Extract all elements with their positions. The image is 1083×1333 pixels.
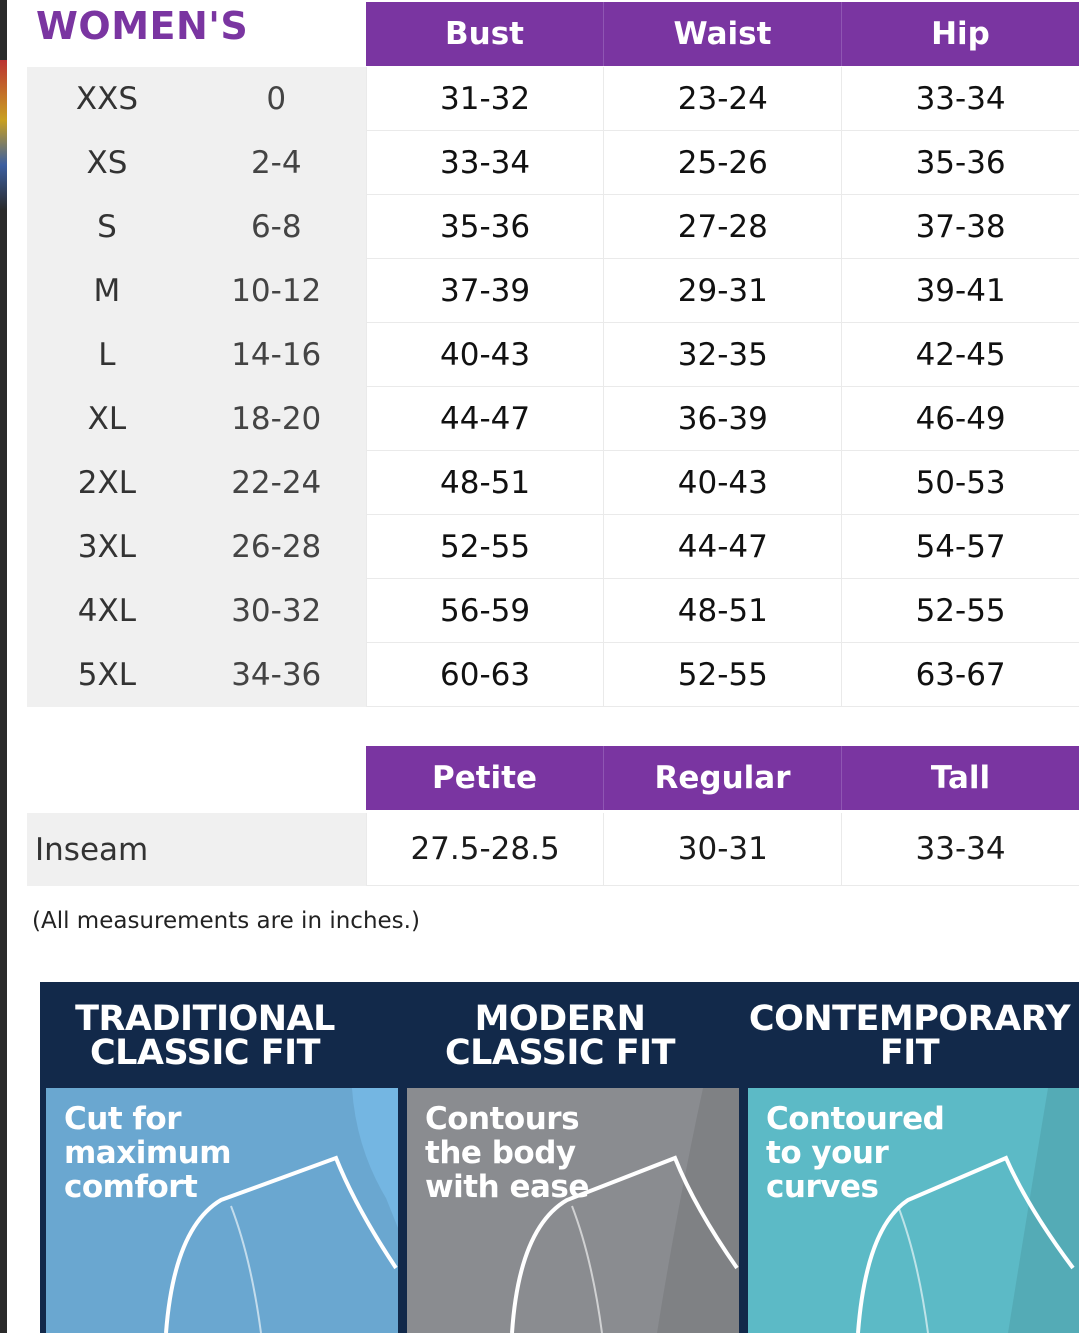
waist-value: 23-24: [603, 67, 841, 131]
hip-value: 35-36: [841, 131, 1079, 195]
numeric-size: 2-4: [187, 131, 366, 195]
hip-value: 37-38: [841, 195, 1079, 259]
fit-card-traditional: [46, 1088, 398, 1333]
waist-value: 29-31: [603, 259, 841, 323]
bust-value: 44-47: [366, 387, 604, 451]
numeric-size: 6-8: [187, 195, 366, 259]
size-label: 3XL: [27, 515, 187, 579]
fit-description: [64, 1102, 231, 1204]
bust-value: 37-39: [366, 259, 604, 323]
size-label: 2XL: [27, 451, 187, 515]
table-row: [27, 579, 1079, 643]
bust-value: 33-34: [366, 131, 604, 195]
numeric-size: 10-12: [187, 259, 366, 323]
fit-text-line: comfort: [64, 1169, 198, 1205]
bust-value: 60-63: [366, 643, 604, 707]
inseam-label: Inseam: [27, 813, 366, 886]
header-waist: Waist: [603, 2, 841, 66]
inseam-row: [27, 813, 1079, 886]
inseam-table-header: [366, 746, 1079, 810]
table-row: [27, 259, 1079, 323]
table-row: [27, 67, 1079, 131]
fit-title-line: CONTEMPORARY: [748, 999, 1071, 1039]
numeric-size: 34-36: [187, 643, 366, 707]
bust-value: 31-32: [366, 67, 604, 131]
hip-value: 50-53: [841, 451, 1079, 515]
bust-value: 56-59: [366, 579, 604, 643]
fit-title-line: CLASSIC FIT: [444, 1033, 676, 1073]
bust-value: 35-36: [366, 195, 604, 259]
hip-value: 52-55: [841, 579, 1079, 643]
fit-title-traditional: [40, 999, 370, 1073]
fit-text-line: to your: [766, 1135, 889, 1171]
table-row: [27, 451, 1079, 515]
waist-value: 36-39: [603, 387, 841, 451]
size-label: M: [27, 259, 187, 323]
hip-value: 63-67: [841, 643, 1079, 707]
fit-text-line: maximum: [64, 1135, 232, 1171]
waist-value: 48-51: [603, 579, 841, 643]
fit-title-modern: [390, 999, 730, 1073]
size-label: XXS: [27, 67, 187, 131]
size-label: 5XL: [27, 643, 187, 707]
numeric-size: 0: [187, 67, 366, 131]
header-hip: Hip: [841, 2, 1079, 66]
fit-title-line: MODERN: [474, 999, 646, 1039]
inseam-petite: 27.5-28.5: [366, 813, 604, 886]
numeric-size: 14-16: [187, 323, 366, 387]
size-label: L: [27, 323, 187, 387]
bust-value: 48-51: [366, 451, 604, 515]
fit-text-line: with ease: [425, 1169, 589, 1205]
numeric-size: 18-20: [187, 387, 366, 451]
fit-text-line: Cut for: [64, 1101, 182, 1137]
bust-value: 40-43: [366, 323, 604, 387]
fit-text-line: Contoured: [766, 1101, 945, 1137]
numeric-size: 26-28: [187, 515, 366, 579]
fit-title-line: TRADITIONAL: [75, 999, 335, 1039]
table-row: [27, 195, 1079, 259]
size-table: [27, 67, 1079, 707]
waist-value: 32-35: [603, 323, 841, 387]
fit-description: [766, 1102, 944, 1204]
size-label: 4XL: [27, 579, 187, 643]
size-label: XS: [27, 131, 187, 195]
fit-card-modern: [407, 1088, 739, 1333]
hip-value: 33-34: [841, 67, 1079, 131]
table-row: [27, 387, 1079, 451]
table-row: [27, 131, 1079, 195]
table-row: [27, 515, 1079, 579]
size-label: S: [27, 195, 187, 259]
header-tall: Tall: [841, 746, 1079, 810]
inseam-regular: 30-31: [603, 813, 841, 886]
inseam-tall: 33-34: [841, 813, 1079, 886]
hip-value: 46-49: [841, 387, 1079, 451]
fit-description: [425, 1102, 589, 1204]
header-bust: Bust: [445, 16, 524, 52]
waist-value: 40-43: [603, 451, 841, 515]
waist-value: 44-47: [603, 515, 841, 579]
fit-title-line: FIT: [879, 1033, 940, 1073]
size-label: XL: [27, 387, 187, 451]
left-edge-strip: [0, 0, 7, 1333]
fit-text-line: the body: [425, 1135, 576, 1171]
waist-value: 27-28: [603, 195, 841, 259]
bust-value: 52-55: [366, 515, 604, 579]
fit-text-line: Contours: [425, 1101, 580, 1137]
fit-card-contemporary: [748, 1088, 1079, 1333]
header-regular: Regular: [603, 746, 841, 810]
waist-value: 25-26: [603, 131, 841, 195]
fit-text-line: curves: [766, 1169, 879, 1205]
header-petite: Petite: [431, 760, 538, 796]
measurement-note: (All measurements are in inches.): [32, 908, 420, 934]
fit-title-line: CLASSIC FIT: [89, 1033, 321, 1073]
hip-value: 54-57: [841, 515, 1079, 579]
table-row: [27, 643, 1079, 707]
hip-value: 39-41: [841, 259, 1079, 323]
table-row: [27, 323, 1079, 387]
numeric-size: 22-24: [187, 451, 366, 515]
fit-title-contemporary: [740, 999, 1079, 1073]
fit-guide-panel: [40, 982, 1079, 1333]
size-table-header: [366, 2, 1079, 66]
numeric-size: 30-32: [187, 579, 366, 643]
waist-value: 52-55: [603, 643, 841, 707]
page-title: WOMEN'S: [36, 4, 249, 48]
hip-value: 42-45: [841, 323, 1079, 387]
